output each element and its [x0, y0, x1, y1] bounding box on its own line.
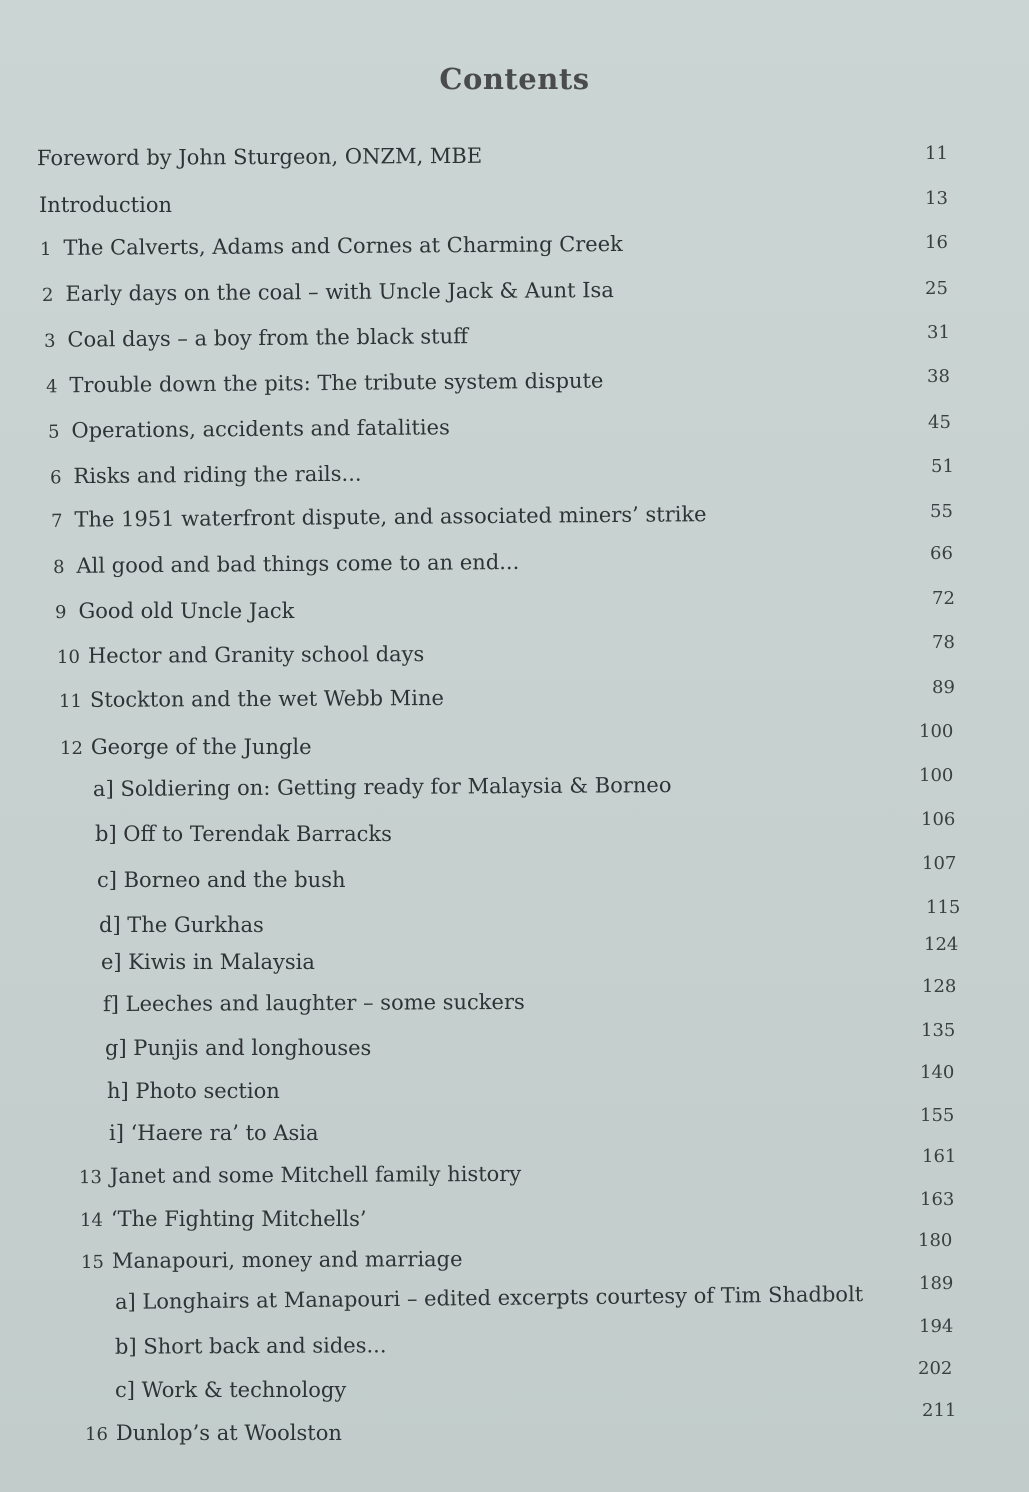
toc-entry-label: h] Photo section [107, 1079, 280, 1103]
chapter-number: 4 [45, 376, 58, 398]
chapter-number: 9 [55, 602, 67, 623]
toc-entry-label: Trouble down the pits: The tribute system dispute [69, 368, 604, 398]
toc-page-number: 55 [930, 501, 953, 522]
chapter-number: 11 [58, 690, 82, 713]
toc-entry-label: c] Borneo and the bush [97, 868, 346, 892]
chapter-number: 6 [49, 467, 62, 489]
toc-entry-label: George of the Jungle [90, 735, 312, 759]
toc-entry-label: The 1951 waterfront dispute, and associated miners’ strike [74, 502, 707, 532]
toc-subentry [102, 989, 525, 1017]
toc-page-number: 155 [920, 1105, 955, 1126]
toc-page-number: 189 [919, 1273, 954, 1294]
toc-subentry [109, 1123, 319, 1144]
toc-entry-label: Operations, accidents and fatalities [71, 415, 450, 443]
toc-page-number: 45 [928, 412, 951, 433]
chapter-number: 16 [85, 1424, 108, 1445]
toc-page-number: 25 [925, 278, 948, 299]
toc-entry [85, 1423, 342, 1444]
toc-entry [51, 504, 707, 531]
toc-entry-label: f] Leeches and laughter – some suckers [102, 989, 525, 1017]
toc-entry [39, 195, 172, 216]
toc-entry-label: Risks and riding the rails... [73, 461, 362, 489]
toc-entry-label: c] Work & technology [115, 1378, 347, 1402]
toc-page-number: 161 [922, 1146, 957, 1167]
toc-entry-label: Introduction [39, 193, 172, 217]
toc-entry [78, 1161, 522, 1189]
toc-page-number: 78 [932, 632, 955, 653]
toc-entry-label: All good and bad things come to an end... [76, 549, 520, 578]
toc-entry [58, 685, 444, 713]
toc-page-number: 211 [922, 1400, 957, 1421]
toc-page-number: 16 [925, 232, 948, 253]
toc-subentry [101, 952, 315, 973]
toc-page-number: 51 [931, 456, 954, 477]
toc-entry [80, 1209, 367, 1230]
toc-entry [45, 368, 604, 398]
toc-entry [44, 326, 468, 351]
toc-entry-label: The Calverts, Adams and Cornes at Charming Creek [63, 231, 623, 260]
chapter-number: 12 [60, 738, 83, 759]
toc-page-number: 89 [932, 677, 955, 698]
toc-entry-label: Stockton and the wet Webb Mine [89, 685, 444, 712]
toc-entry-label: Coal days – a boy from the black stuff [67, 324, 469, 352]
toc-entry-label: a] Soldiering on: Getting ready for Malaysia & Borneo [92, 772, 672, 802]
toc-page-number: 106 [921, 809, 956, 830]
toc-entry-label: Hector and Granity school days [87, 642, 425, 668]
chapter-number: 10 [56, 646, 80, 668]
toc-page-number: 202 [918, 1358, 953, 1379]
toc-page-number: 72 [932, 588, 955, 609]
chapter-number: 2 [41, 284, 54, 306]
toc-page-number: 31 [927, 322, 950, 343]
toc-page-number: 13 [925, 188, 948, 209]
toc-page-number: 11 [925, 143, 948, 164]
toc-subentry [115, 1380, 346, 1401]
chapter-number: 1 [39, 238, 52, 261]
toc-page-number: 115 [926, 897, 961, 918]
toc-entry-label: b] Short back and sides... [114, 1333, 387, 1359]
toc-page-number: 140 [920, 1062, 955, 1083]
toc-entry [55, 601, 294, 622]
toc-page-number: 66 [930, 543, 953, 564]
toc-page-number: 38 [927, 366, 950, 387]
chapter-number: 13 [78, 1167, 102, 1189]
toc-entry-label: Manapouri, money and marriage [111, 1247, 463, 1273]
toc-entry [48, 417, 450, 442]
toc-entry-label: ‘The Fighting Mitchells’ [110, 1207, 367, 1231]
toc-page-number: 135 [921, 1020, 956, 1041]
toc-page-number: 163 [920, 1189, 955, 1210]
toc-subentry [95, 824, 392, 845]
chapter-number: 3 [43, 330, 56, 352]
chapter-number: 14 [80, 1210, 103, 1231]
toc-entry-label: Good old Uncle Jack [78, 599, 295, 623]
toc-entry-label: Janet and some Mitchell family history [109, 1161, 522, 1188]
toc-entry [81, 1249, 463, 1272]
toc-entry-label: Dunlop’s at Woolston [115, 1421, 342, 1445]
chapter-number: 7 [50, 510, 63, 532]
toc-entry [42, 280, 614, 305]
toc-subentry [115, 1335, 387, 1357]
chapter-number: 8 [52, 556, 65, 579]
toc-entry-label: Foreword by John Sturgeon, ONZM, MBE [36, 143, 483, 171]
toc-entry-label: e] Kiwis in Malaysia [101, 950, 315, 974]
toc-entry [57, 644, 424, 667]
toc-page-number: 128 [922, 976, 957, 997]
toc-entry-label: a] Longhairs at Manapouri – edited excerpts courtesy of Tim Shadbolt [114, 1282, 864, 1314]
toc-entry-label: Early days on the coal – with Uncle Jack & Aunt Isa [65, 278, 614, 306]
page-title: Contents [439, 62, 590, 96]
toc-page-number: 107 [922, 853, 957, 874]
toc-entry [39, 231, 623, 261]
toc-entry-label: g] Punjis and longhouses [105, 1036, 372, 1060]
toc-entry [49, 461, 362, 489]
toc-page-number: 100 [919, 721, 954, 742]
toc-subentry [107, 1081, 280, 1102]
toc-page-number: 124 [924, 934, 959, 955]
chapter-number: 5 [47, 421, 60, 443]
toc-entry-label: b] Off to Terendak Barracks [95, 822, 392, 846]
toc-entry [36, 143, 483, 171]
toc-page-number: 100 [919, 765, 954, 786]
toc-page-number: 194 [919, 1316, 954, 1337]
toc-subentry [115, 1284, 863, 1313]
toc-entry-label: i] ‘Haere ra’ to Asia [109, 1121, 319, 1145]
toc-subentry [92, 772, 672, 802]
toc-subentry [105, 1038, 371, 1059]
toc-subentry [97, 870, 346, 891]
toc-entry-label: d] The Gurkhas [99, 913, 264, 937]
toc-subentry [99, 915, 264, 936]
chapter-number: 15 [80, 1251, 104, 1273]
toc-entry [60, 737, 312, 758]
toc-page-number: 180 [918, 1230, 953, 1251]
toc-entry [52, 549, 520, 579]
